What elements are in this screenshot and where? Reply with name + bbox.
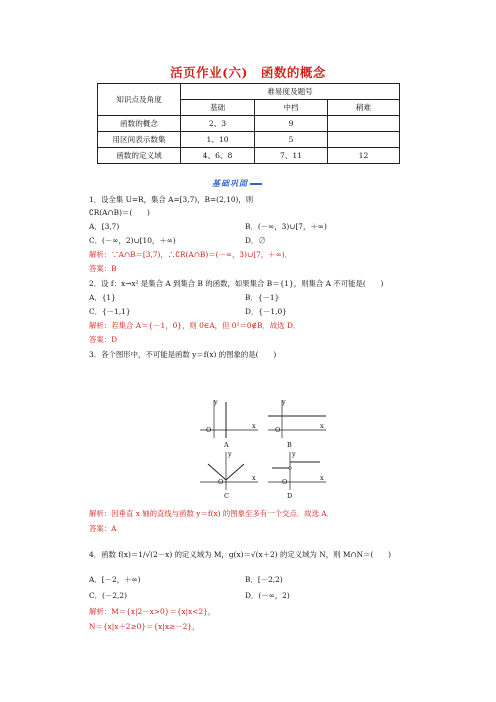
q2-option-d: D．{－1,0} [245,307,287,316]
graph-a-origin: O [206,426,212,434]
graph-a-y-label: y [214,398,218,406]
q4-analysis-2: N＝{x|x＋2≥0}＝{x|x≥－2}， [89,622,200,631]
graph-c-label: C [224,492,229,500]
table-cell: 函数的概念 [98,116,181,132]
graph-d-origin: O [282,478,288,486]
graph-a-label: A [224,441,229,449]
q4-analysis-1: 解析：M＝{x|2－x>0}＝{x|x<2}， [89,607,216,616]
difficulty-table [97,83,400,164]
graph-b-y-label: y [282,398,286,406]
graph-b-x-label: x [320,422,324,430]
q1-stem-2: ∁R(A∩B)＝( ) [89,208,150,217]
graph-b [268,400,328,440]
q1-option-d: D．∅ [245,236,266,245]
table-header-topic: 知识点及角度 [98,84,181,116]
table-row [98,116,400,132]
q4-option-b: B．[－2,2) [245,575,283,584]
q4-option-d: D．(－∞，2) [245,591,290,600]
q4-stem: 4．函数 f(x)＝1/√(2－x) 的定义域为 M，g(x)＝√(x＋2) 的定义域为 N，则 M∩N＝( ) [89,550,392,559]
table-cell: 5 [255,132,328,148]
section-banner-text: 基础巩固 [212,178,248,188]
graph-d-label: D [287,492,293,500]
graph-a-x-label: x [252,422,256,430]
table-cell: 用区间表示数集 [98,132,181,148]
table-cell [328,132,400,148]
graph-c-y-label: y [228,450,232,458]
table-subheader: 基础 [181,100,255,116]
graph-c-x-label: x [252,474,256,482]
table-header-group: 难易度及题号 [181,84,400,100]
table-cell: 1、10 [181,132,255,148]
graph-a [200,400,260,440]
q2-answer: 答案：D [89,335,118,344]
graph-b-origin: O [275,426,281,434]
table-row [98,132,400,148]
q2-option-a: A．{1} [89,293,116,302]
q1-option-a: A．[3,7) [89,222,120,231]
q1-answer: 答案：B [89,264,117,273]
table-cell: 2、3 [181,116,255,132]
q3-stem: 3．各个图形中，不可能是函数 y＝f(x) 的图象的是( ) [89,350,277,359]
table-cell: 12 [328,148,400,164]
table-subheader: 稍难 [328,100,400,116]
graph-c-origin: O [218,478,224,486]
page-title: 活页作业(六) 函数的概念 [170,65,326,80]
graph-c [200,452,260,492]
graph-d-y-label: y [292,450,296,458]
table-cell [328,116,400,132]
section-banner [212,177,292,189]
q1-option-b: B．(－∞，3)∪[7，＋∞) [245,222,327,231]
q2-stem: 2．设 f：x→x² 是集合 A 到集合 B 的函数，如果集合 B＝{1}，则集合 A 不可能是( ) [89,279,384,288]
table-cell: 9 [255,116,328,132]
table-cell: 7、11 [255,148,328,164]
q4-option-a: A．[－2，＋∞) [89,575,141,584]
table-subheader: 中档 [255,100,328,116]
q1-stem: 1．设全集 U=R，集合 A=[3,7)，B=(2,10)，则 [89,195,254,204]
q2-analysis: 解析：若集合 A＝{－1，0}，则 0∈A，但 0²＝0∉B．故选 D． [89,321,301,330]
table-row [98,148,400,164]
graph-d-x-label: x [320,474,324,482]
graph-b-label: B [287,441,292,449]
q2-option-c: C．{－1,1} [89,307,131,316]
q3-analysis: 解析：因垂直 x 轴的直线与函数 y＝f(x) 的图象至多有一个交点．故选 A． [89,509,335,518]
q3-answer: 答案：A [89,524,117,533]
q2-option-b: B．{－1} [245,293,280,302]
graph-d [268,452,328,492]
table-cell: 4、6、8 [181,148,255,164]
q1-option-c: C．(－∞，2)∪[10，＋∞) [89,236,176,245]
q4-option-c: C．(－2,2) [89,591,127,600]
table-cell: 函数的定义域 [98,148,181,164]
q1-analysis: 解析：∵A∩B＝[3,7)，∴∁R(A∩B)＝(－∞，3)∪[7，＋∞)． [89,250,292,259]
banner-bar-icon [250,183,262,185]
